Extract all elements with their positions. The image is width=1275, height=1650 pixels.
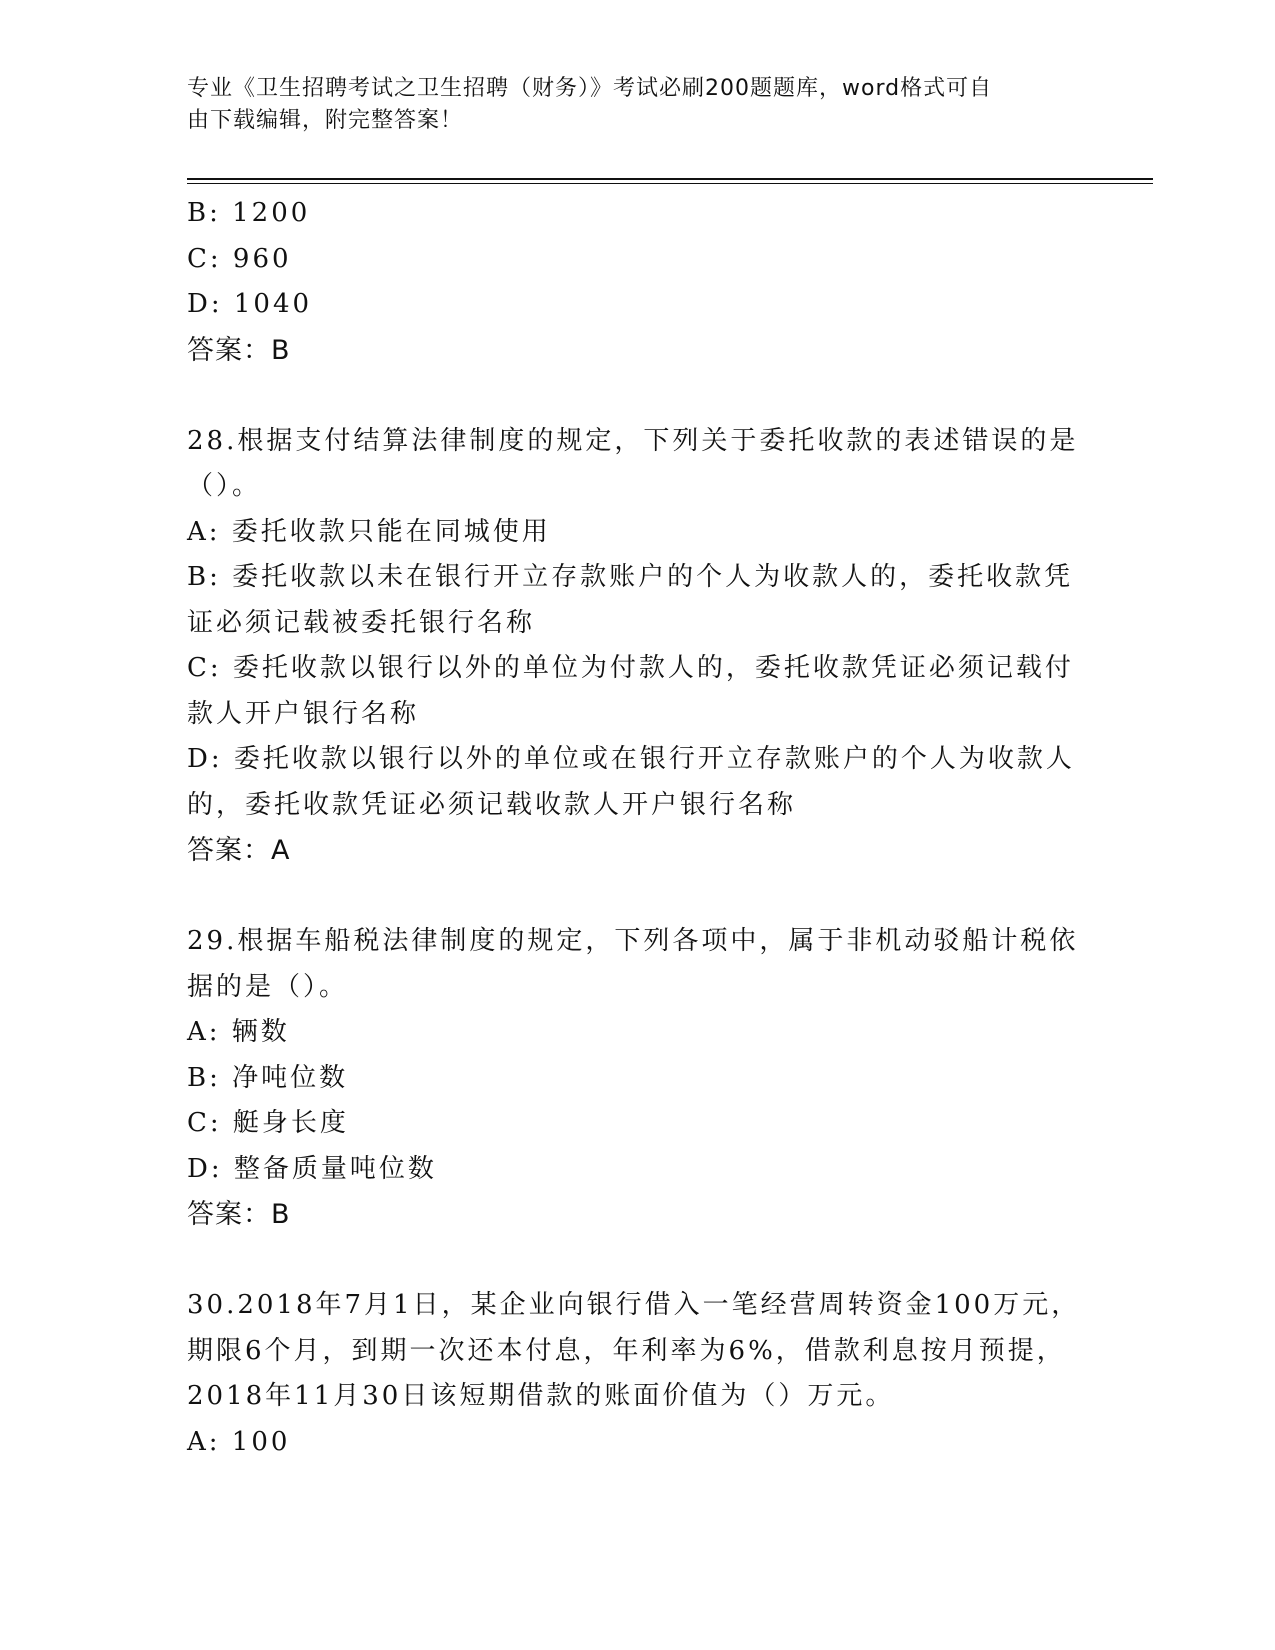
document-header — [187, 73, 1067, 137]
q30-stem-line-3: 2018年11月30日该短期借款的账面价值为（）万元。 — [187, 1381, 895, 1411]
q28-option-b-line-2: 证必须记载被委托银行名称 — [187, 607, 536, 638]
q28-option-d-line-2: 的，委托收款凭证必须记载收款人开户银行名称 — [187, 789, 797, 820]
q29-option-c: C: 艇身长度 — [187, 1108, 349, 1138]
q27-option-c: C: 960 — [187, 243, 292, 274]
q30-option-a: A: 100 — [187, 1426, 291, 1457]
q29-answer: 答案：B — [187, 1199, 291, 1230]
q28-option-d-line-1: D: 委托收款以银行以外的单位或在银行开立存款账户的个人为收款人 — [187, 744, 1075, 774]
spacer — [187, 874, 1077, 920]
q28-option-c-line-1: C: 委托收款以银行以外的单位为付款人的，委托收款凭证必须记载付 — [187, 653, 1074, 683]
q29-option-b: B: 净吨位数 — [187, 1062, 349, 1093]
q29-option-a: A: 辆数 — [187, 1017, 290, 1047]
header-divider-thick — [187, 178, 1153, 180]
q28-answer: 答案：A — [187, 835, 291, 866]
q29-option-d: D: 整备质量吨位数 — [187, 1153, 437, 1184]
q30-stem-line-2: 期限6个月，到期一次还本付息，年利率为6%，借款利息按月预提， — [187, 1335, 1066, 1366]
header-line-1: 专业《卫生招聘考试之卫生招聘（财务）》考试必刷200题题库，word格式可自 — [187, 76, 993, 101]
q28-option-b-line-1: B: 委托收款以未在银行开立存款账户的个人为收款人的，委托收款凭 — [187, 562, 1074, 592]
spacer — [187, 1238, 1077, 1284]
q27-answer: 答案：B — [187, 334, 291, 366]
q27-option-d: D: 1040 — [187, 289, 313, 319]
q30-stem-line-1: 30.2018年7月1日，某企业向银行借入一笔经营周转资金100万元， — [187, 1290, 1081, 1320]
q29-stem-line-1: 29.根据车船税法律制度的规定，下列各项中，属于非机动驳船计税依 — [187, 926, 1079, 956]
q27-option-b: B: 1200 — [187, 198, 311, 228]
q28-stem-line-2: （）。 — [187, 471, 262, 501]
header-line-2: 由下载编辑，附完整答案！ — [187, 108, 464, 133]
q28-stem-line-1: 28.根据支付结算法律制度的规定，下列关于委托收款的表述错误的是 — [187, 425, 1079, 456]
q29-stem-line-2: 据的是（）。 — [187, 971, 349, 1002]
q28-option-a: A: 委托收款只能在同城使用 — [187, 516, 551, 547]
question-content — [187, 191, 1081, 1465]
q28-option-c-line-2: 款人开户银行名称 — [187, 698, 420, 729]
spacer — [187, 373, 1077, 419]
header-divider-thin — [187, 183, 1153, 184]
